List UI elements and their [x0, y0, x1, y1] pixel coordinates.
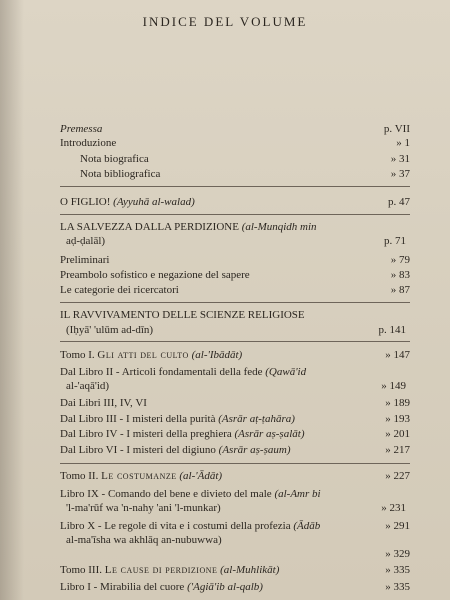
- entry-translit: (al-Amr bi: [274, 488, 321, 500]
- entry-translit: (Ayyuhā al-walad): [113, 196, 195, 208]
- toc-entry-categorie: [60, 284, 410, 297]
- entry-page: » 79: [390, 254, 410, 266]
- entry-translit-cont: al-ma'īsha wa akhlāq an-nubuwwa): [66, 534, 222, 546]
- entry-label: Libro IX - Comando del bene e divieto del male: [60, 488, 272, 500]
- entry-label: Tomo II.: [60, 470, 99, 482]
- entry-label: Premessa: [60, 123, 103, 135]
- toc-entry-ravvivamento-cont: [66, 324, 406, 337]
- entry-translit: (Ādāb: [293, 520, 321, 532]
- toc-entry-libro-1: [60, 581, 410, 594]
- entry-label: Preambolo sofistico e negazione del sapere: [60, 269, 250, 281]
- entry-page: » 189: [385, 397, 410, 409]
- entry-label: Libro X - Le regole di vita e i costumi della profezia: [60, 520, 291, 532]
- entry-translit: (Asrār aṣ-ṣalāt): [234, 428, 305, 440]
- entry-page: p. 71: [384, 235, 406, 247]
- entry-page: » 147: [385, 349, 410, 361]
- entry-page: » 193: [385, 413, 410, 425]
- entry-page: » 37: [390, 168, 410, 180]
- entry-translit-cont: al-'aqā'id): [66, 380, 110, 392]
- entry-translit: (Qawā'id: [265, 366, 307, 378]
- entry-page: » 149: [381, 380, 406, 392]
- toc-entry-libro-9: [60, 488, 410, 501]
- entry-label: Dal Libro III - I misteri della purità: [60, 413, 216, 425]
- toc-entry-premessa: [60, 123, 410, 136]
- toc-entry-salvezza-cont: [66, 235, 406, 248]
- entry-translit: (al-Munqidh min: [241, 221, 317, 233]
- entry-label: LA SALVEZZA DALLA PERDIZIONE: [60, 221, 239, 233]
- page-gutter-shadow: [0, 0, 24, 600]
- toc-entry-libro-4: [60, 428, 410, 441]
- entry-label: Dal Libro VI - I misteri del digiuno: [60, 444, 216, 456]
- toc-entry-tomo-3: [60, 564, 410, 577]
- entry-label: Introduzione: [60, 137, 117, 149]
- entry-label: Dai Libri III, IV, VI: [60, 397, 147, 409]
- toc-entry-salvezza: [60, 221, 410, 234]
- toc-entry-preliminari: [60, 254, 410, 267]
- entry-page: » 231: [381, 502, 406, 514]
- entry-page: p. 47: [388, 196, 410, 208]
- toc-entry-nota-bibliografica: [80, 168, 410, 181]
- entry-page: » 87: [390, 284, 410, 296]
- separator-rule: [60, 341, 410, 342]
- entry-page: p. VII: [383, 123, 410, 135]
- separator-rule: [60, 302, 410, 303]
- entry-translit-cont: aḍ-ḍalāl): [66, 235, 106, 247]
- entry-translit: (al-Muhlikāt): [220, 564, 280, 576]
- toc-entry-introduzione: [60, 137, 410, 150]
- entry-label: O FIGLIO!: [60, 196, 111, 208]
- toc-entry-nota-biografica: [80, 153, 410, 166]
- entry-page: » 335: [385, 581, 410, 593]
- entry-label: Nota bibliografica: [80, 168, 161, 180]
- entry-label: Tomo I.: [60, 349, 95, 361]
- entry-label: Le categorie dei ricercatori: [60, 284, 179, 296]
- entry-label: Dal Libro IV - I misteri della preghiera: [60, 428, 232, 440]
- entry-page: p. 141: [378, 324, 406, 336]
- entry-page: » 291: [385, 520, 410, 532]
- toc-entry-libro-3: [60, 413, 410, 426]
- entry-small-caps: Gli atti del culto: [97, 349, 189, 361]
- entry-translit: (al-'Ādāt): [179, 470, 223, 482]
- entry-small-caps: Le cause di perdizione: [104, 564, 218, 576]
- separator-rule: [60, 186, 410, 187]
- toc-entry-libro-10-cont: [66, 534, 406, 547]
- separator-rule: [60, 214, 410, 215]
- toc-entry-o-figlio: [60, 196, 410, 209]
- entry-page: » 227: [385, 470, 410, 482]
- entry-page: » 1: [396, 137, 410, 149]
- entry-translit: ('Agiā'ib al-qalb): [187, 581, 263, 593]
- page-title: INDICE DEL VOLUME: [142, 14, 308, 29]
- toc-entry-libro-2-cont: [66, 380, 406, 393]
- entry-page: » 217: [385, 444, 410, 456]
- toc-entry-libro-6: [60, 444, 410, 457]
- toc-entry-tomo-1: [60, 349, 410, 362]
- toc-entry-libri-3-4-6: [60, 397, 410, 410]
- entry-page: » 31: [390, 153, 410, 165]
- entry-label: Tomo III.: [60, 564, 102, 576]
- entry-label: Libro I - Mirabilia del cuore: [60, 581, 185, 593]
- toc-entry-ravvivamento: [60, 309, 410, 322]
- entry-page: » 335: [385, 564, 410, 576]
- toc-entry-libro-10: [60, 520, 410, 533]
- entry-small-caps: Le costumanze: [101, 470, 177, 482]
- entry-label: Nota biografica: [80, 153, 149, 165]
- entry-label: Preliminari: [60, 254, 110, 266]
- entry-translit: (Asrār aṣ-ṣaum): [218, 444, 291, 456]
- entry-page: » 201: [385, 428, 410, 440]
- entry-translit-cont: 'l-ma'rūf wa 'n-nahy 'ani 'l-munkar): [66, 502, 221, 514]
- entry-translit: (Asrār aṭ-ṭahāra): [218, 413, 295, 425]
- separator-rule: [60, 463, 410, 464]
- toc-entry-libro-2: [60, 366, 410, 379]
- entry-page: » 83: [390, 269, 410, 281]
- entry-translit: (al-'Ibādāt): [191, 349, 243, 361]
- entry-page: » 329: [385, 548, 410, 560]
- toc-entry-libro-9-cont: [66, 502, 406, 515]
- toc-entry-tomo-2: [60, 470, 410, 483]
- entry-label: IL RAVVIVAMENTO DELLE SCIENZE RELIGIOSE: [60, 309, 305, 321]
- entry-label: Dal Libro II - Articoli fondamentali della fede: [60, 366, 263, 378]
- toc-entry-preambolo: [60, 269, 410, 282]
- entry-translit: (Iḥyā' 'ulūm ad-dīn): [66, 324, 154, 336]
